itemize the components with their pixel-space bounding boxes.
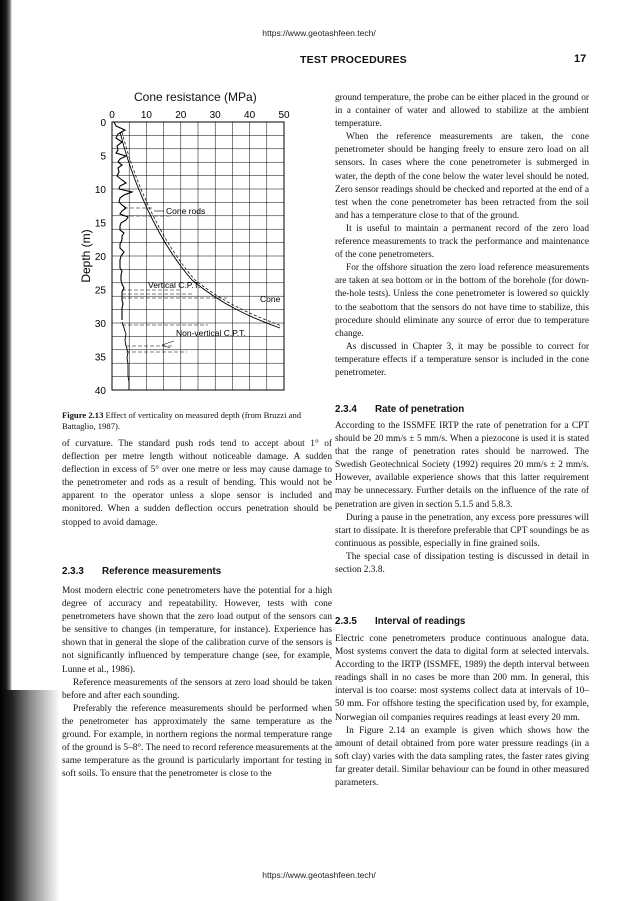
left-column-top [62, 438, 332, 530]
label-cone: Cone [260, 294, 281, 304]
label-cone-rods: Cone rods [166, 206, 206, 216]
x-tick-label: 10 [140, 110, 152, 121]
y-tick-label: 0 [100, 118, 106, 129]
section-title: Interval of readings [375, 616, 466, 627]
section-number: 2.3.5 [335, 616, 357, 627]
cone-profile-lower [122, 322, 129, 390]
right-column-middle [335, 420, 589, 577]
left-para-1: of curvature. The standard push rods tend to accept about 1° of deflection per metre length without noticeable damage. A sudden deflection in excess of 5° over one metre or less may cause damage to the penetrometer and rods as a result of bending. This would not be apparent to the operator unless a slope sensor is included and monitored. When a sudden deflection occurs penetration should be stopped to avoid damage. [62, 439, 332, 528]
right-column-top [335, 92, 589, 380]
left-para-2: Most modern electric cone penetrometers have the potential for a high degree of accuracy and repeatability. However, tests with cone penetrometers have shown that the zero load output of the sensors can be sensitive to changes (in temperature, for instance). Experience has shown that in general the slope of the calibration curve of the sensors is not significantly influenced by temperature change (see, for example, Lunne et al., 1986). [62, 586, 332, 675]
y-tick-label: 20 [94, 252, 106, 263]
right-para-7: During a pause in the penetration, any excess pore pressures will start to dissipate. It is therefore preferable that CPT soundings be as continuous as possible, especially in fine grained soils. [335, 512, 589, 549]
left-para-4: Preferably the reference measurements should be performed when the penetrometer has approximately the same temperature as the ground. For example, in northern regions the normal temperature range of the ground is 5–8°. The need to record reference measurements at the same temperature as the ground is particularly important for testing in soft soils. To ensure that the penetrometer is close to the [62, 703, 332, 780]
right-para-6: According to the ISSMFE IRTP the rate of penetration for a CPT should be 20 mm/s ± 5 mm/s. When a piezocone is used it is stated that the range of penetration rates should be narrowed. The Swedish Geotechnical Society (1992) requires 20 mm/s ± 2 mm/s. However, available experience shows that this latter requirement may be unnecessary. Further details on the influence of the rate of penetration are given in section 5.1.5 and 5.8.3. [335, 421, 589, 510]
right-para-5: As discussed in Chapter 3, it may be possible to correct for temperature effects if a temperature sensor is included in the cone penetrometer. [335, 341, 589, 378]
y-tick-label: 30 [94, 319, 106, 330]
label-vertical-cpt: Vertical C.P.T. [148, 280, 201, 290]
y-axis-label: Depth (m) [79, 229, 93, 283]
cone-rods-curve [120, 132, 280, 328]
figure-caption [62, 410, 332, 432]
x-tick-label: 0 [109, 110, 115, 121]
x-tick-label: 50 [278, 110, 290, 121]
left-para-3: Reference measurements of the sensors at zero load should be taken before and after each sounding. [62, 677, 332, 701]
left-column-bottom [62, 585, 332, 781]
running-head: TEST PROCEDURES [300, 54, 407, 66]
label-non-vertical-cpt: Non-vertical C.P.T. [176, 328, 246, 338]
right-para-9: Electric cone penetrometers produce continuous analogue data. Most systems convert the data to digital form at selected intervals. According to the IRTP (ISSMFE, 1989) the depth interval between readings shall in no cases be more than 200 mm. In general, this interval is too coarse: most systems collect data at intervals of 10–50 mm. For offshore testing the specification used by, for example, Norwegian oil companies requires readings at least every 20 mm. [335, 634, 589, 723]
section-title: Rate of penetration [375, 404, 465, 415]
right-para-2: When the reference measurements are taken, the cone penetrometer should be hanging freely to ensure zero load on all sensors. In cases where the cone penetrometer is submerged in water, the depth of the cone below the water level should be noted. Zero sensor readings should be checked and reported at the end of a test when the cone penetrometer has been retracted from the soil and has a temperature close to that of the ground. [335, 132, 589, 221]
section-number: 2.3.4 [335, 404, 357, 415]
caption-figure-number: Figure 2.13 [62, 410, 104, 420]
y-tick-labels [95, 118, 107, 397]
y-tick-label: 5 [100, 151, 106, 163]
x-tick-label: 40 [244, 110, 256, 121]
plot-grid [112, 122, 284, 390]
figure-2-13 [62, 90, 332, 408]
footer-url: https://www.geotashfeen.tech/ [262, 870, 376, 880]
y-tick-label: 15 [94, 218, 106, 230]
y-tick-label: 40 [94, 386, 106, 397]
section-2-3-4-heading [335, 404, 464, 415]
x-tick-label: 30 [209, 110, 221, 121]
figure-title: Cone resistance (MPa) [134, 90, 257, 104]
y-tick-label: 10 [94, 185, 106, 196]
right-column-bottom [335, 633, 589, 790]
x-tick-label: 20 [175, 110, 187, 121]
x-tick-labels [109, 110, 290, 121]
right-para-3: It is useful to maintain a permanent record of the zero load reference measurements to track the performance and maintenance of the cone penetrometers. [335, 223, 589, 261]
right-para-4: For the offshore situation the zero load reference measurements are taken at sea bottom or in the bottom of the borehole (for down-the-hole tests). Unless the cone penetrometer is lowered so quickly to the seabottom that the sensors do not have time to stabilize, this procedure should eliminate any source of error due to temperature change. [335, 263, 589, 339]
y-tick-label: 35 [94, 352, 106, 364]
y-tick-label: 25 [94, 285, 106, 297]
right-para-10: In Figure 2.14 an example is given which shows how the amount of detail obtained from pore water pressure readings (in a soft clay) varies with the data sampling rates, the faster rates giving far greater detail. Similar behaviour can be found in other measured parameters. [335, 725, 589, 789]
header-url: https://www.geotashfeen.tech/ [262, 28, 376, 38]
section-number: 2.3.3 [62, 566, 84, 577]
right-para-8: The special case of dissipation testing is discussed in detail in section 2.3.8. [335, 551, 589, 576]
section-2-3-3-heading [62, 566, 221, 577]
section-title: Reference measurements [102, 566, 222, 577]
cone-resistance-depth-plot [62, 90, 332, 408]
caption-text: Effect of verticality on measured depth (from Bruzzi and Battaglio, 1987). [62, 410, 302, 431]
page-number: 17 [574, 53, 587, 65]
right-para-1: ground temperature, the probe can be either placed in the ground or in a container of water and allowed to stabilize at the ambient temperature. [335, 93, 589, 130]
section-2-3-5-heading [335, 616, 465, 627]
